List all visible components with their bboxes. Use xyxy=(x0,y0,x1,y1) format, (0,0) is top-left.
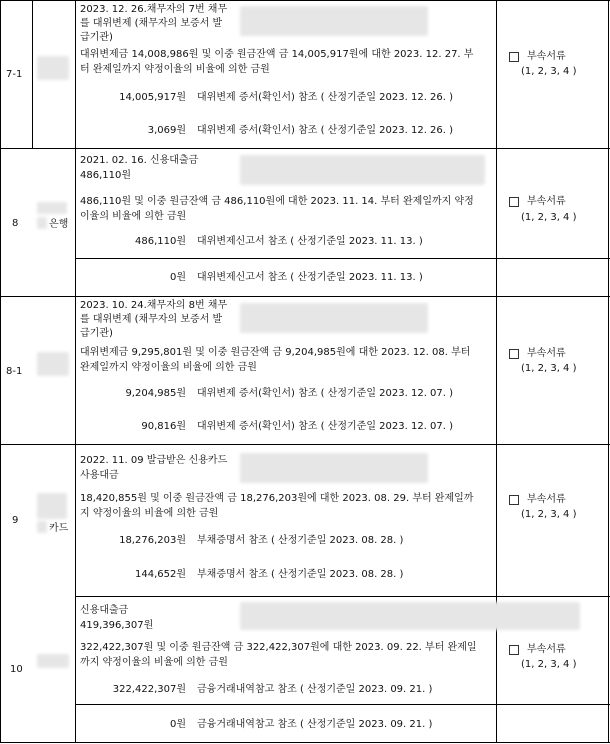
sub-line xyxy=(75,704,610,705)
claim-title: 사용대금 xyxy=(80,470,119,481)
principal-amount: 14,005,917원 xyxy=(119,92,186,103)
claim-description: 486,110원 및 이중 원금잔액 금 486,110원에 대한 2023. 11. 14. 부터 완제일까지 약정 xyxy=(80,196,474,207)
row-line-9 xyxy=(0,444,610,445)
column-line-no xyxy=(32,0,33,148)
column-line-attach xyxy=(496,0,497,743)
row-number: 8 xyxy=(12,218,19,229)
evidence-reference: 대위변제 증서(확인서) 참조 ( 산정기준일 2023. 12. 07. ) xyxy=(197,388,454,399)
row-number: 10 xyxy=(10,664,23,675)
creditor-name-redacted xyxy=(37,654,69,668)
attachment-numbers: (1, 2, 3, 4 ) xyxy=(521,509,577,520)
redacted-content xyxy=(240,6,428,36)
claim-title: 를 대위변제 (채무자의 보증서 발 xyxy=(80,18,223,29)
evidence-reference: 대위변제 증서(확인서) 참조 ( 산정기준일 2023. 12. 07. ) xyxy=(197,421,454,432)
attachment-label: 부속서류 xyxy=(527,644,566,655)
attachment-numbers: (1, 2, 3, 4 ) xyxy=(521,363,577,374)
claim-title: 419,396,307원 xyxy=(80,620,154,631)
creditor-name-redacted xyxy=(37,352,69,376)
table-border-right xyxy=(608,0,609,743)
redacted-content xyxy=(240,602,580,630)
interest-amount: 0원 xyxy=(169,719,186,730)
redacted-content xyxy=(240,303,428,333)
row-number: 7-1 xyxy=(6,69,23,80)
principal-amount: 322,422,307원 xyxy=(112,684,186,695)
claim-description: 까지 약정이율의 비율에 의한 금원 xyxy=(80,657,228,668)
interest-amount: 144,652원 xyxy=(134,569,186,580)
claim-title: 2022. 11. 09 발급받은 신용카드 xyxy=(80,455,228,466)
creditor-suffix: 카드 xyxy=(49,523,69,534)
interest-amount: 90,816원 xyxy=(141,421,186,432)
row-number: 8-1 xyxy=(6,366,23,377)
attachment-checkbox[interactable] xyxy=(509,349,519,359)
creditor-suffix: 은행 xyxy=(49,219,69,230)
claim-title: 급기관) xyxy=(80,32,113,43)
row-line-8 xyxy=(0,148,610,149)
table-border-left xyxy=(0,0,1,743)
attachment-label: 부속서류 xyxy=(527,348,566,359)
creditor-name-redacted xyxy=(37,56,69,80)
attachment-checkbox[interactable] xyxy=(509,197,519,207)
table-border-bottom xyxy=(0,742,610,743)
row-number: 9 xyxy=(12,515,19,526)
attachment-numbers: (1, 2, 3, 4 ) xyxy=(521,212,577,223)
principal-amount: 18,276,203원 xyxy=(119,535,186,546)
attachment-label: 부속서류 xyxy=(527,51,566,62)
redacted-content xyxy=(240,453,428,483)
claim-description: 322,422,307원 및 이중 원금잔액 금 322,422,307원에 대한 2023. 09. 22. 부터 완제일 xyxy=(80,642,477,653)
claim-title: 를 대위변제 (채무자의 보증서 발 xyxy=(80,314,223,325)
attachment-label: 부속서류 xyxy=(527,494,566,505)
attachment-checkbox[interactable] xyxy=(509,645,519,655)
evidence-reference: 대위변제신고서 참조 ( 산정기준일 2023. 11. 13. ) xyxy=(197,236,423,247)
creditor-name-redacted xyxy=(37,521,47,533)
evidence-reference: 대위변제신고서 참조 ( 산정기준일 2023. 11. 13. ) xyxy=(197,272,423,283)
evidence-reference: 대위변제 증서(확인서) 참조 ( 산정기준일 2023. 12. 26. ) xyxy=(197,125,454,136)
table-border-top xyxy=(0,0,610,1)
interest-amount: 3,069원 xyxy=(147,125,186,136)
row-line-8-1 xyxy=(0,296,610,297)
claim-description: 터 완제일까지 약정이율의 비율에 의한 금원 xyxy=(80,64,270,75)
evidence-reference: 부채증명서 참조 ( 산정기준일 2023. 08. 28. ) xyxy=(197,569,404,580)
claim-description: 대위변제금 14,008,986원 및 이중 원금잔액 금 14,005,917원에 대한 2023. 12. 27. 부 xyxy=(80,49,474,60)
evidence-reference: 금융거래내역참고 참조 ( 산정기준일 2023. 09. 21. ) xyxy=(197,684,433,695)
evidence-reference: 대위변제 증서(확인서) 참조 ( 산정기준일 2023. 12. 26. ) xyxy=(197,92,454,103)
attachment-checkbox[interactable] xyxy=(509,52,519,62)
claim-description: 18,420,855원 및 이중 원금잔액 금 18,276,203원에 대한 2023. 08. 29. 부터 완제일까 xyxy=(80,493,474,504)
claim-title: 2023. 12. 26.채무자의 7번 채무 xyxy=(80,4,228,15)
creditor-name-redacted xyxy=(37,493,67,519)
claim-title: 2021. 02. 16. 신용대출금 xyxy=(80,155,199,166)
attachment-checkbox[interactable] xyxy=(509,495,519,505)
sub-line xyxy=(75,258,610,259)
redacted-content xyxy=(240,155,485,185)
column-line-creditor xyxy=(75,0,76,743)
principal-amount: 486,110원 xyxy=(134,236,186,247)
claim-description: 이율의 비율에 의한 금원 xyxy=(80,211,187,222)
evidence-reference: 금융거래내역참고 참조 ( 산정기준일 2023. 09. 21. ) xyxy=(197,719,433,730)
claim-title: 신용대출금 xyxy=(80,605,129,616)
creditor-name-redacted xyxy=(37,217,47,229)
principal-amount: 9,204,985원 xyxy=(125,388,186,399)
claim-title: 2023. 10. 24.채무자의 8번 채무 xyxy=(80,300,228,311)
claim-title: 급기관) xyxy=(80,328,113,339)
attachment-numbers: (1, 2, 3, 4 ) xyxy=(521,66,577,77)
interest-amount: 0원 xyxy=(169,272,186,283)
claim-description: 대위변제금 9,295,801원 및 이중 원금잔액 금 9,204,985원에 대한 2023. 12. 08. 부터 xyxy=(80,347,471,358)
sub-line xyxy=(75,596,610,597)
claim-description: 지 약정이율의 비율에 의한 금원 xyxy=(80,508,219,519)
claim-description: 완제일까지 약정이율의 비율에 의한 금원 xyxy=(80,362,257,373)
claim-title: 486,110원 xyxy=(80,170,132,181)
creditor-name-redacted xyxy=(37,202,67,214)
evidence-reference: 부채증명서 참조 ( 산정기준일 2023. 08. 28. ) xyxy=(197,535,404,546)
attachment-label: 부속서류 xyxy=(527,196,566,207)
attachment-numbers: (1, 2, 3, 4 ) xyxy=(521,659,577,670)
